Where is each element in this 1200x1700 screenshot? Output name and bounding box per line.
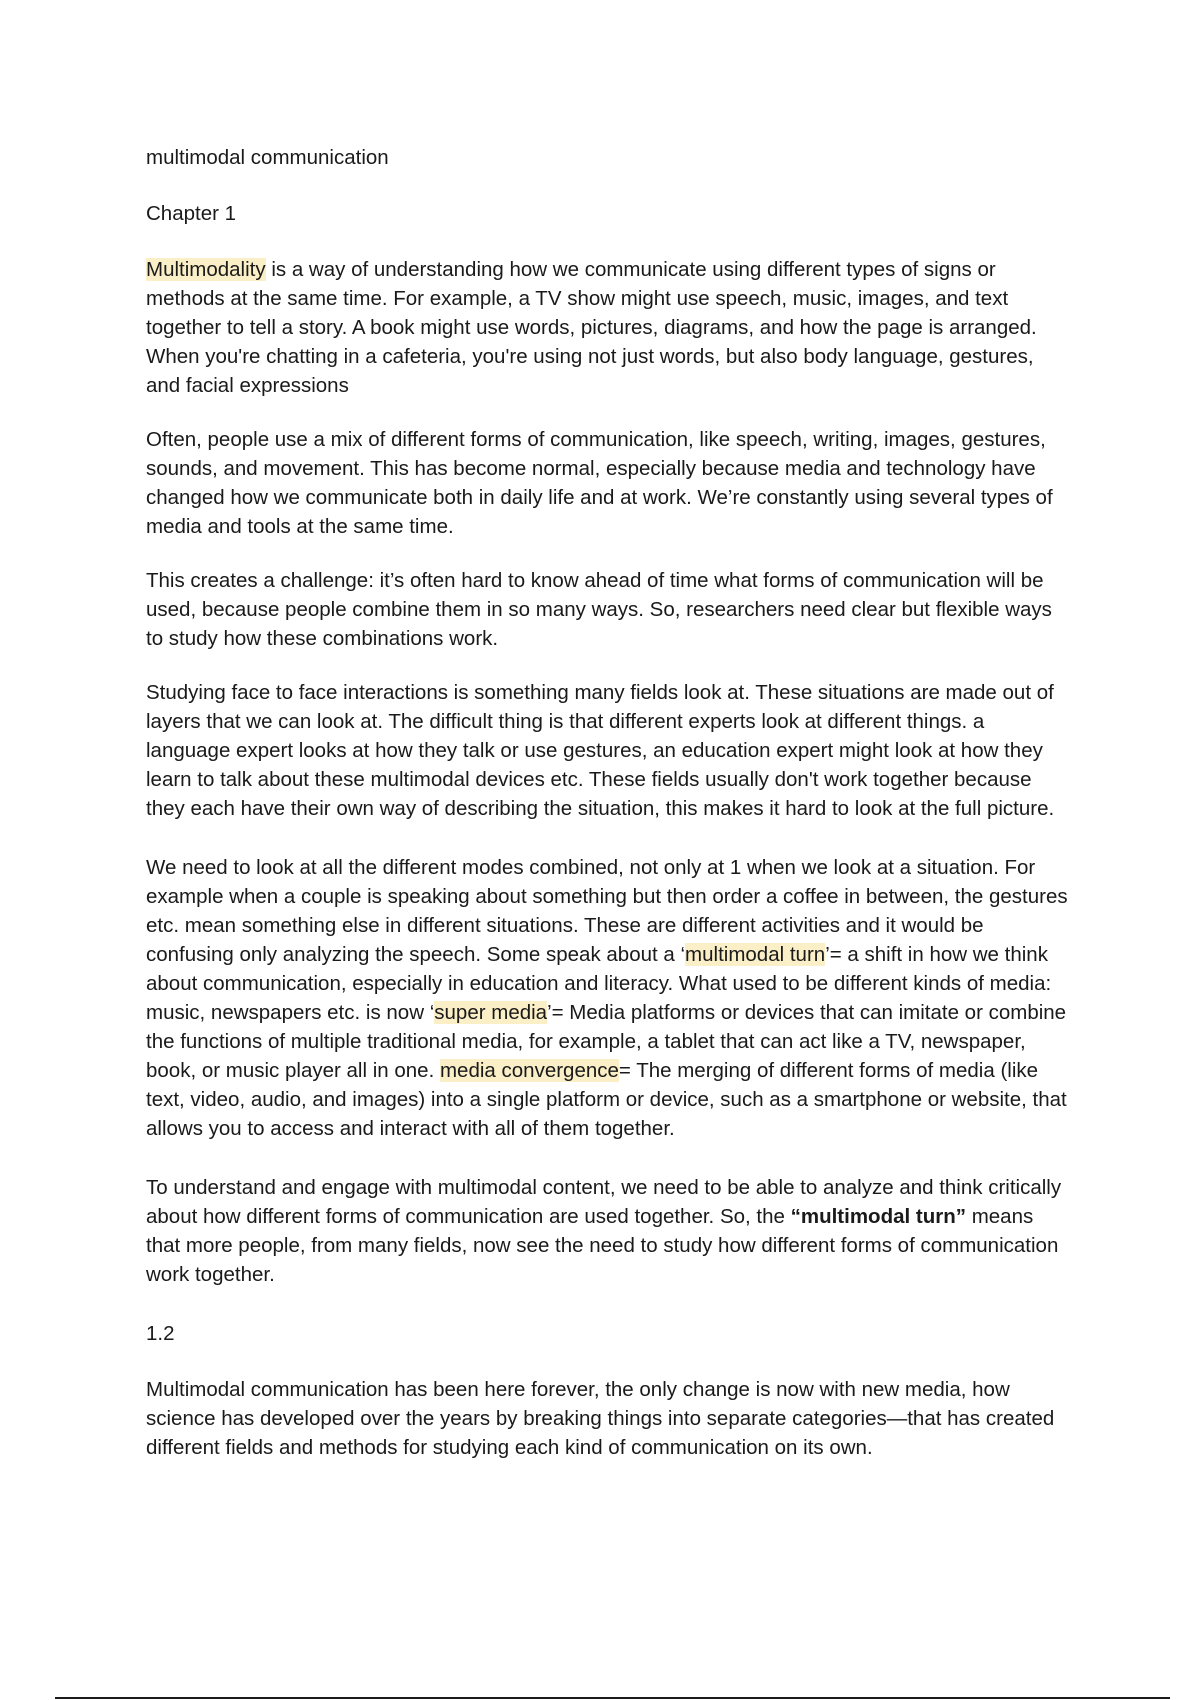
- paragraph-modes-combined: [146, 853, 1071, 1143]
- document-page: [146, 143, 1071, 1487]
- document-title: multimodal communication: [146, 146, 389, 169]
- paragraph-challenge: This creates a challenge: it’s often hard to know ahead of time what forms of communication will be used, because people combine them in so many ways. So, researchers need clear but flexible ways to study how these combinations work.: [146, 569, 1052, 650]
- paragraph-text: = The merging of different forms of media (like text, video, audio, and images) into a single platform or device, such as a smartphone or website, that allows you to access and interact with all of them together.: [146, 1059, 1067, 1140]
- paragraph-mix-of-forms: Often, people use a mix of different forms of communication, like speech, writing, images, gestures, sounds, and movement. This has become normal, especially because media and technology have changed how we communicate both in daily life and at work. We’re constantly using several types of media and tools at the same time.: [146, 428, 1053, 538]
- page-bottom-rule: [55, 1697, 1170, 1699]
- highlight-term-multimodality: Multimodality: [146, 258, 266, 281]
- paragraph-text: To understand and engage with multimodal content, we need to be able to analyze and think critically about how different forms of communication are used together. So, the: [146, 1176, 1062, 1228]
- paragraph-face-to-face: Studying face to face interactions is something many fields look at. These situations are made out of layers that we can look at. The difficult thing is that different experts look at different things. a language expert looks at how they talk or use gestures, an education expert might look at how they learn to talk about these multimodal devices etc. These fields usually don't work together because they each have their own way of describing the situation, this makes it hard to look at the full picture.: [146, 681, 1055, 820]
- chapter-heading: Chapter 1: [146, 202, 237, 225]
- bold-term-multimodal-turn: “multimodal turn”: [790, 1205, 966, 1228]
- paragraph-multimodality: [146, 255, 1071, 400]
- highlight-term-media-convergence: media convergence: [439, 1059, 619, 1082]
- paragraph-history: Multimodal communication has been here forever, the only change is now with new media, how science has developed over the years by breaking things into separate categories—that has created different fields and methods for studying each kind of communication on its own.: [146, 1378, 1055, 1459]
- paragraph-text: ’= a shift in how we think about communication, especially in education and literacy. What used to be different kinds of media: music, newspapers etc. is now ‘: [146, 943, 1052, 1024]
- section-heading: 1.2: [146, 1322, 175, 1345]
- paragraph-text: is a way of understanding how we communicate using different types of signs or methods at the same time. For example, a TV show might use speech, music, images, and text together to tell a story. A book might use words, pictures, diagrams, and how the page is arranged. When you're chatting in a cafeteria, you're using not just words, but also body language, gestures, and facial expressions: [146, 258, 1037, 397]
- paragraph-text: ’= Media platforms or devices that can imitate or combine the functions of multiple traditional media, for example, a tablet that can act like a TV, newspaper, book, or music player all in one.: [146, 1001, 1067, 1082]
- highlight-term-super-media: super media: [434, 1001, 548, 1024]
- paragraph-text: means that more people, from many fields, now see the need to study how different forms of communication work together.: [146, 1205, 1059, 1286]
- paragraph-text: We need to look at all the different modes combined, not only at 1 when we look at a situation. For example when a couple is speaking about something but then order a coffee in between, the gestures etc. mean something else in different situations. These are different activities and it would be confusing only analyzing the speech. Some speak about a ‘: [146, 856, 1068, 966]
- paragraph-multimodal-turn: [146, 1173, 1071, 1289]
- highlight-term-multimodal-turn: multimodal turn: [685, 943, 826, 966]
